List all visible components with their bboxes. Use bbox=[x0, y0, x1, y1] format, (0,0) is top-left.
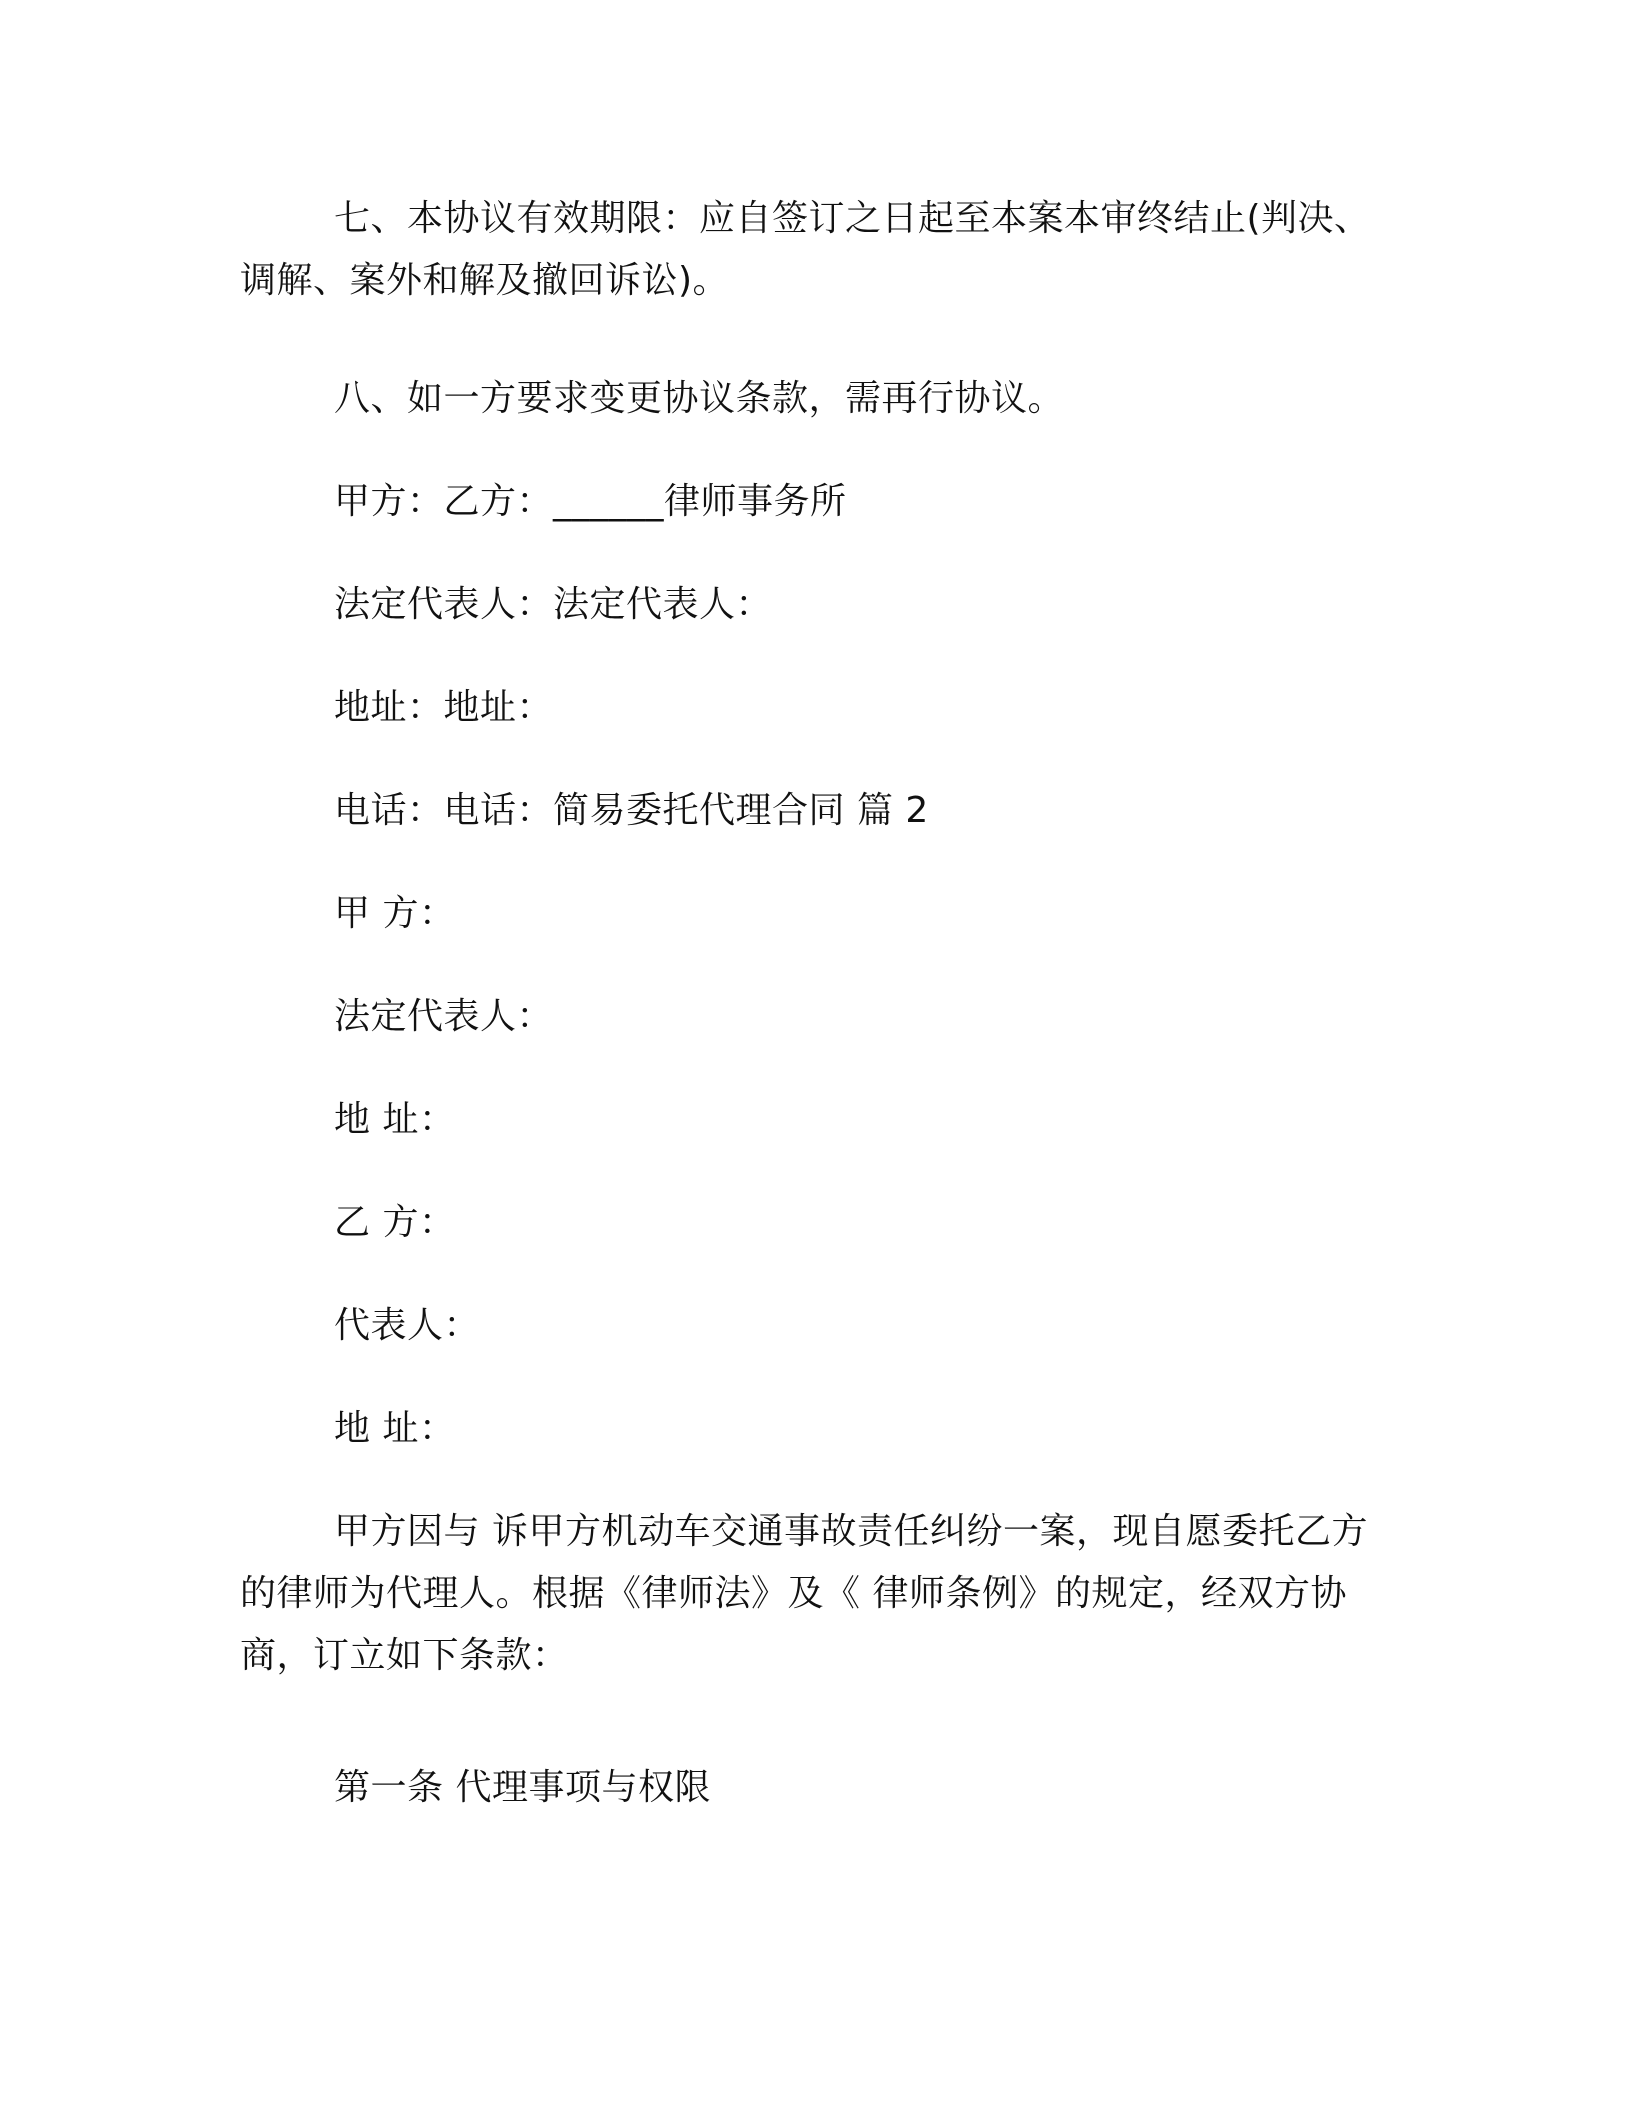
party-a-representative-label: 法定代表人： bbox=[334, 996, 554, 1037]
legal-representative-line: 法定代表人：法定代表人： bbox=[334, 584, 773, 625]
article-one-heading: 第一条 代理事项与权限 bbox=[334, 1767, 711, 1808]
party-a-address-label: 地 址： bbox=[334, 1099, 456, 1140]
party-a-label: 甲 方： bbox=[334, 893, 456, 934]
parties-line: 甲方：乙方：______律师事务所 bbox=[334, 481, 847, 522]
clause-eight-paragraph: 八、如一方要求变更协议条款，需再行协议。 bbox=[334, 378, 1065, 419]
address-line: 地址：地址： bbox=[334, 687, 554, 728]
intro-paragraph: 甲方因与 诉甲方机动车交通事故责任纠纷一案，现自愿委托乙方的律师为代理人。根据《律师法》及《 律师条例》的规定，经双方协商，订立如下条款： bbox=[240, 1511, 1368, 1676]
party-b-label: 乙 方： bbox=[334, 1202, 456, 1243]
phone-line: 电话：电话：简易委托代理合同 篇 2 bbox=[334, 790, 929, 831]
clause-seven-paragraph: 七、本协议有效期限：应自签订之日起至本案本审终结止(判决、调解、案外和解及撤回诉讼)。 bbox=[240, 198, 1371, 301]
party-b-representative-label: 代表人： bbox=[334, 1305, 481, 1346]
party-b-address-label: 地 址： bbox=[334, 1408, 456, 1449]
